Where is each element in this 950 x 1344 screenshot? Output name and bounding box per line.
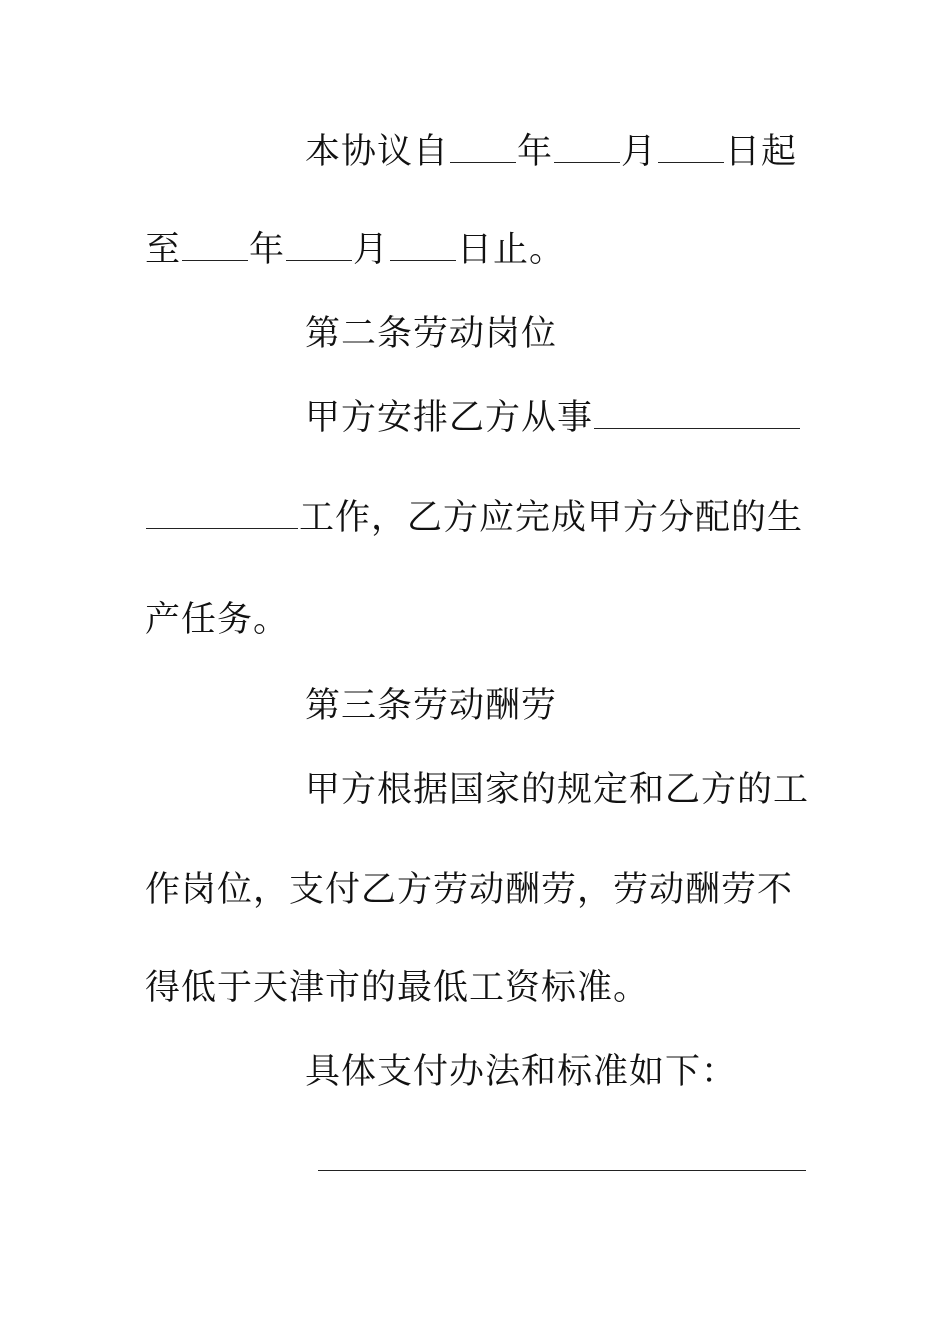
month-blank-field[interactable] xyxy=(286,230,352,261)
job-assignment-line xyxy=(305,396,810,440)
text-segment: 月 xyxy=(621,132,658,172)
text-segment: 年 xyxy=(249,230,286,270)
job-blank-field-continued[interactable] xyxy=(146,498,298,529)
text-segment: 甲方安排乙方从事 xyxy=(305,398,594,438)
payment-method-blank-field[interactable] xyxy=(318,1170,806,1171)
day-blank-field[interactable] xyxy=(658,132,724,163)
text-segment: 工作，乙方应完成甲方分配的生 xyxy=(299,498,804,538)
paragraph-line: 作岗位，支付乙方劳动酬劳，劳动酬劳不 xyxy=(145,870,794,910)
job-assignment-continuation xyxy=(145,496,810,540)
paragraph-line: 产任务。 xyxy=(145,600,290,640)
paragraph-line: 甲方根据国家的规定和乙方的工 xyxy=(305,770,810,810)
text-segment: 日止。 xyxy=(457,230,566,270)
payment-method-line: 具体支付办法和标准如下： xyxy=(305,1052,738,1092)
article-3-heading: 第三条劳动酬劳 xyxy=(305,686,558,726)
text-segment: 至 xyxy=(145,230,182,270)
text-segment: 年 xyxy=(517,132,554,172)
job-blank-field[interactable] xyxy=(594,398,800,429)
year-blank-field[interactable] xyxy=(450,132,516,163)
text-segment: 日起 xyxy=(725,132,798,172)
article-2-heading: 第二条劳动岗位 xyxy=(305,314,558,354)
year-blank-field[interactable] xyxy=(182,230,248,261)
text-segment: 本协议自 xyxy=(305,132,450,172)
agreement-term-end-line xyxy=(145,228,810,272)
text-segment: 月 xyxy=(353,230,390,270)
month-blank-field[interactable] xyxy=(554,132,620,163)
paragraph-line: 得低于天津市的最低工资标准。 xyxy=(145,968,650,1008)
agreement-term-start-line xyxy=(305,130,810,174)
day-blank-field[interactable] xyxy=(390,230,456,261)
